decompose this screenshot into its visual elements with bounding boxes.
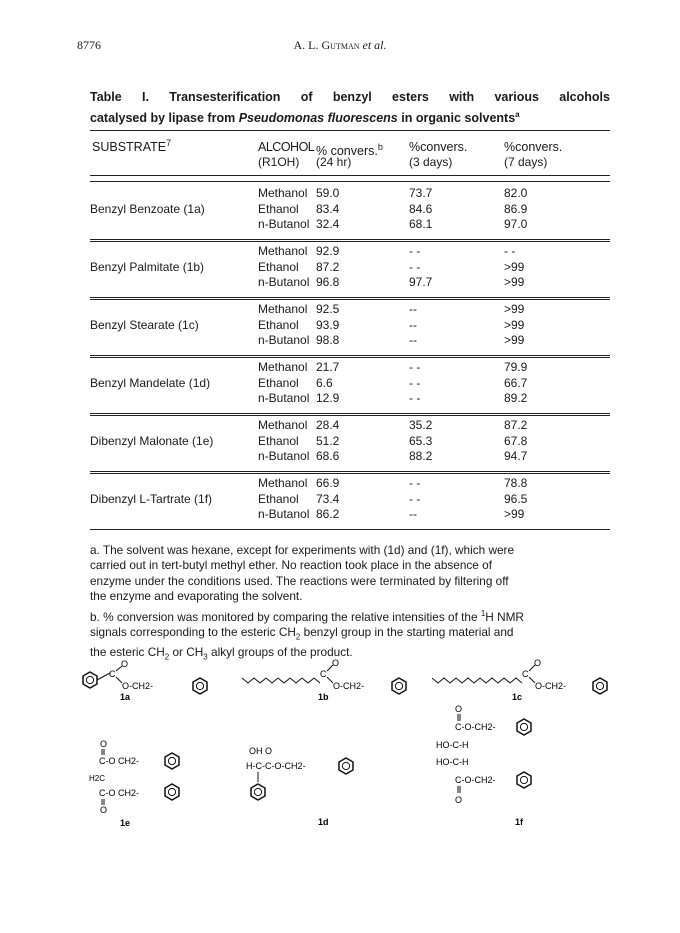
conversion-cell: -- [409, 317, 417, 332]
header-substrate-text: SUBSTRATE [92, 140, 167, 155]
page-number: 8776 [77, 38, 101, 52]
fn-b-sub: 2 [164, 652, 170, 662]
struct-1e-row2: C-O CH2- [99, 788, 139, 798]
substrate-name: Dibenzyl L-Tartrate (1f) [90, 491, 213, 506]
conversion-cell: -- [409, 302, 417, 316]
footnote-b-line-2 [90, 625, 610, 645]
chemical-structures [0, 650, 680, 933]
conversion-cell: >99 [504, 275, 525, 289]
caption-footnote-mark: a [515, 110, 520, 119]
struct-1a-o: O [121, 659, 129, 669]
alcohol-cell: Ethanol [258, 433, 299, 448]
conversion-cell: - - [409, 491, 421, 506]
conversion-cell: 83.4 [316, 201, 340, 216]
struct-1c-c: C [522, 669, 529, 679]
conversion-cell: 35.2 [409, 418, 433, 432]
caption-word: esters [392, 90, 429, 104]
fn-b-sup: 1 [480, 609, 486, 618]
alcohol-cell: n-Butanol [258, 507, 310, 521]
substrate-name: Benzyl Mandelate (1d) [90, 375, 211, 390]
header-rule-bottom [90, 181, 610, 182]
conversion-cell: >99 [504, 317, 525, 332]
group-rule [90, 415, 610, 416]
conversion-cell: - - [409, 476, 421, 490]
conversion-cell: 68.1 [409, 217, 433, 231]
conversion-cell: 92.5 [316, 302, 340, 316]
conversion-cell: - - [504, 244, 516, 258]
struct-1b-o: O [332, 658, 340, 668]
header-24hr-sup: b [377, 142, 383, 152]
conversion-cell: >99 [504, 333, 525, 347]
conversion-cell: 87.2 [316, 259, 340, 274]
struct-1e-label: 1e [120, 818, 131, 828]
conversion-cell: 6.6 [316, 375, 333, 390]
struct-1a-label: 1a [120, 692, 131, 702]
alcohol-cell: n-Butanol [258, 449, 310, 463]
struct-1f-row2: HO-C-H [436, 740, 469, 750]
substrate-name: Benzyl Palmitate (1b) [90, 259, 205, 274]
conversion-cell: 97.7 [409, 275, 433, 289]
caption-organism: Pseudomonas fluorescens [238, 111, 398, 126]
struct-1b-c: C [320, 669, 327, 679]
author-name: Gutman [321, 38, 360, 52]
group-rule [90, 241, 610, 242]
alcohol-cell: Methanol [258, 476, 308, 490]
alcohol-cell: Methanol [258, 244, 308, 258]
footnote-a-line: the enzyme and evaporating the solvent. [90, 588, 303, 603]
conversion-cell: 84.6 [409, 201, 433, 216]
footnote-a-line: enzyme under the conditions used. The reactions were terminated by filtering off [90, 573, 509, 588]
author-prefix: A. L. [293, 38, 322, 52]
substrate-name: Benzyl Stearate (1c) [90, 317, 199, 332]
caption-text: catalysed by lipase from [90, 111, 239, 126]
conversion-cell: 73.7 [409, 186, 433, 200]
fn-b-text: the esteric CH [90, 644, 165, 659]
footnote-b-line-1 [90, 606, 610, 625]
alcohol-cell: Ethanol [258, 317, 299, 332]
conversion-cell: 94.7 [504, 449, 528, 463]
table-caption [90, 88, 610, 127]
caption-word: Transesterification [169, 90, 281, 104]
header-7days-sub: (7 days) [504, 155, 548, 169]
alcohol-cell: Ethanol [258, 375, 299, 390]
struct-1f-label: 1f [515, 817, 524, 827]
structure-1b [242, 658, 406, 702]
group-rule [90, 355, 610, 356]
conversion-cell: 59.0 [316, 186, 340, 200]
group-rule [90, 413, 610, 414]
struct-1c-och2: O-CH2- [535, 681, 566, 691]
footnote-a-line: a. The solvent was hexane, except for experiments with (1d) and (1f), which were [90, 543, 515, 557]
struct-1c-label: 1c [512, 692, 523, 702]
structure-1e [89, 739, 179, 828]
group-rule [90, 239, 610, 240]
struct-1f-row4: C-O-CH2- [455, 775, 496, 785]
fn-b-text: b. % conversion was monitored by comparing the relative intensities of the [90, 609, 481, 624]
conversion-cell: 28.4 [316, 418, 340, 432]
caption-text-end: in organic solvents [397, 111, 516, 126]
group-rule [90, 529, 610, 530]
alcohol-cell: n-Butanol [258, 275, 310, 289]
header-24hr-text: % convers. [316, 144, 378, 159]
caption-word: I. [142, 90, 149, 104]
caption-word: various [494, 90, 539, 104]
table-top-rule [90, 130, 610, 131]
alcohol-cell: n-Butanol [258, 217, 310, 231]
conversion-cell: 32.4 [316, 217, 340, 231]
conversion-cell: 67.8 [504, 433, 528, 448]
struct-1f-o-top: O [455, 704, 463, 714]
conversion-cell: >99 [504, 302, 525, 316]
conversion-cell: 96.8 [316, 275, 340, 289]
struct-1d-top: OH O [249, 746, 273, 756]
struct-1f-row1: C-O-CH2- [455, 722, 496, 732]
alcohol-cell: Ethanol [258, 491, 299, 506]
conversion-cell: 21.7 [316, 360, 340, 374]
header-alcohol: ALCOHOL [258, 140, 315, 154]
struct-1e-o2: O [100, 805, 108, 815]
conversion-cell: 78.8 [504, 476, 528, 490]
substrate-name: Dibenzyl Malonate (1e) [90, 433, 214, 448]
caption-line-2 [90, 106, 610, 127]
caption-word: of [300, 90, 313, 104]
struct-1f-o-bot: O [455, 795, 463, 805]
fn-b-text: alkyl groups of the product. [207, 644, 353, 659]
conversion-cell: -- [409, 507, 417, 521]
conversion-cell: 88.2 [409, 449, 433, 463]
header-substrate [92, 136, 171, 155]
substrate-name: Benzyl Benzoate (1a) [90, 201, 205, 216]
alcohol-cell: Ethanol [258, 259, 299, 274]
conversion-cell: 79.9 [504, 360, 528, 374]
header-alcohol-sub: (R1OH) [258, 155, 300, 169]
conversion-cell: 89.2 [504, 391, 528, 405]
group-rule [90, 473, 610, 474]
struct-1e-h2c: H2C [89, 774, 106, 783]
conversion-cell: - - [409, 259, 421, 274]
struct-1f-row3: HO-C-H [436, 757, 469, 767]
group-rule [90, 297, 610, 298]
author-suffix: et al. [359, 38, 387, 52]
group-rule [90, 471, 610, 472]
struct-1c-o: O [534, 658, 542, 668]
conversion-cell: - - [409, 391, 421, 405]
alcohol-cell: Methanol [258, 186, 308, 200]
conversion-cell: 66.7 [504, 375, 528, 390]
conversion-cell: 87.2 [504, 418, 528, 432]
footnote-a [90, 543, 610, 604]
struct-1b-och2: O-CH2- [333, 681, 364, 691]
structure-1a [83, 659, 207, 702]
fn-b-text: H NMR [485, 609, 524, 624]
group-rule [90, 299, 610, 300]
alcohol-cell: Methanol [258, 418, 308, 432]
conversion-cell: 86.2 [316, 507, 340, 521]
conversion-cell: - - [409, 375, 421, 390]
header-7days: %convers. [504, 140, 563, 154]
caption-word: with [449, 90, 475, 104]
header-substrate-sup: 7 [166, 138, 172, 148]
struct-1a-c: C [109, 669, 116, 679]
caption-line-1 [90, 88, 610, 106]
conversion-cell: 97.0 [504, 217, 528, 231]
alcohol-cell: Ethanol [258, 201, 299, 216]
header-rule-top [90, 175, 610, 176]
fn-b-sub: 3 [203, 652, 208, 662]
conversion-cell: 12.9 [316, 391, 340, 405]
structure-1d [246, 746, 353, 827]
running-header [0, 38, 680, 53]
conversion-cell: 73.4 [316, 491, 340, 506]
conversion-cell: - - [409, 360, 421, 374]
structure-1c [432, 658, 607, 702]
header-3days: %convers. [409, 140, 468, 154]
struct-1d-mid: H-C-C-O-CH2- [246, 761, 306, 771]
struct-1e-o1: O [100, 739, 108, 749]
header-24hr-sub: (24 hr) [316, 155, 352, 169]
fn-b-text: or CH [169, 644, 204, 659]
struct-1d-label: 1d [318, 817, 329, 827]
fn-b-text: benzyl group in the starting material and [300, 625, 514, 640]
alcohol-cell: Methanol [258, 302, 308, 316]
conversion-cell: - - [409, 244, 421, 258]
structure-1f [436, 704, 531, 827]
conversion-cell: 93.9 [316, 317, 340, 332]
conversion-cell: 92.9 [316, 244, 340, 258]
fn-b-sub: 2 [295, 632, 301, 642]
caption-word: alcohols [559, 90, 610, 104]
conversion-cell: >99 [504, 259, 525, 274]
group-rule [90, 357, 610, 358]
conversion-cell: 65.3 [409, 433, 433, 448]
alcohol-cell: Methanol [258, 360, 308, 374]
conversion-cell: -- [409, 333, 417, 347]
caption-word: benzyl [332, 90, 372, 104]
fn-b-text: signals corresponding to the esteric CH [90, 625, 296, 640]
conversion-cell: 82.0 [504, 186, 528, 200]
conversion-cell: 66.9 [316, 476, 340, 490]
footnote-a-line: carried out in tert-butyl methyl ether. No reaction took place in the absence of [90, 558, 492, 573]
conversion-cell: 86.9 [504, 201, 528, 216]
conversion-cell: 68.6 [316, 449, 340, 463]
conversion-cell: 51.2 [316, 433, 340, 448]
struct-1b-label: 1b [318, 692, 329, 702]
conversion-cell: 98.8 [316, 333, 340, 347]
conversion-cell: >99 [504, 507, 525, 521]
conversion-cell: 96.5 [504, 491, 528, 506]
header-3days-sub: (3 days) [409, 155, 453, 169]
struct-1e-row1: C-O CH2- [99, 756, 139, 766]
alcohol-cell: n-Butanol [258, 333, 310, 347]
caption-word: Table [90, 90, 122, 104]
struct-1a-och2: O-CH2- [122, 681, 153, 691]
alcohol-cell: n-Butanol [258, 391, 310, 405]
